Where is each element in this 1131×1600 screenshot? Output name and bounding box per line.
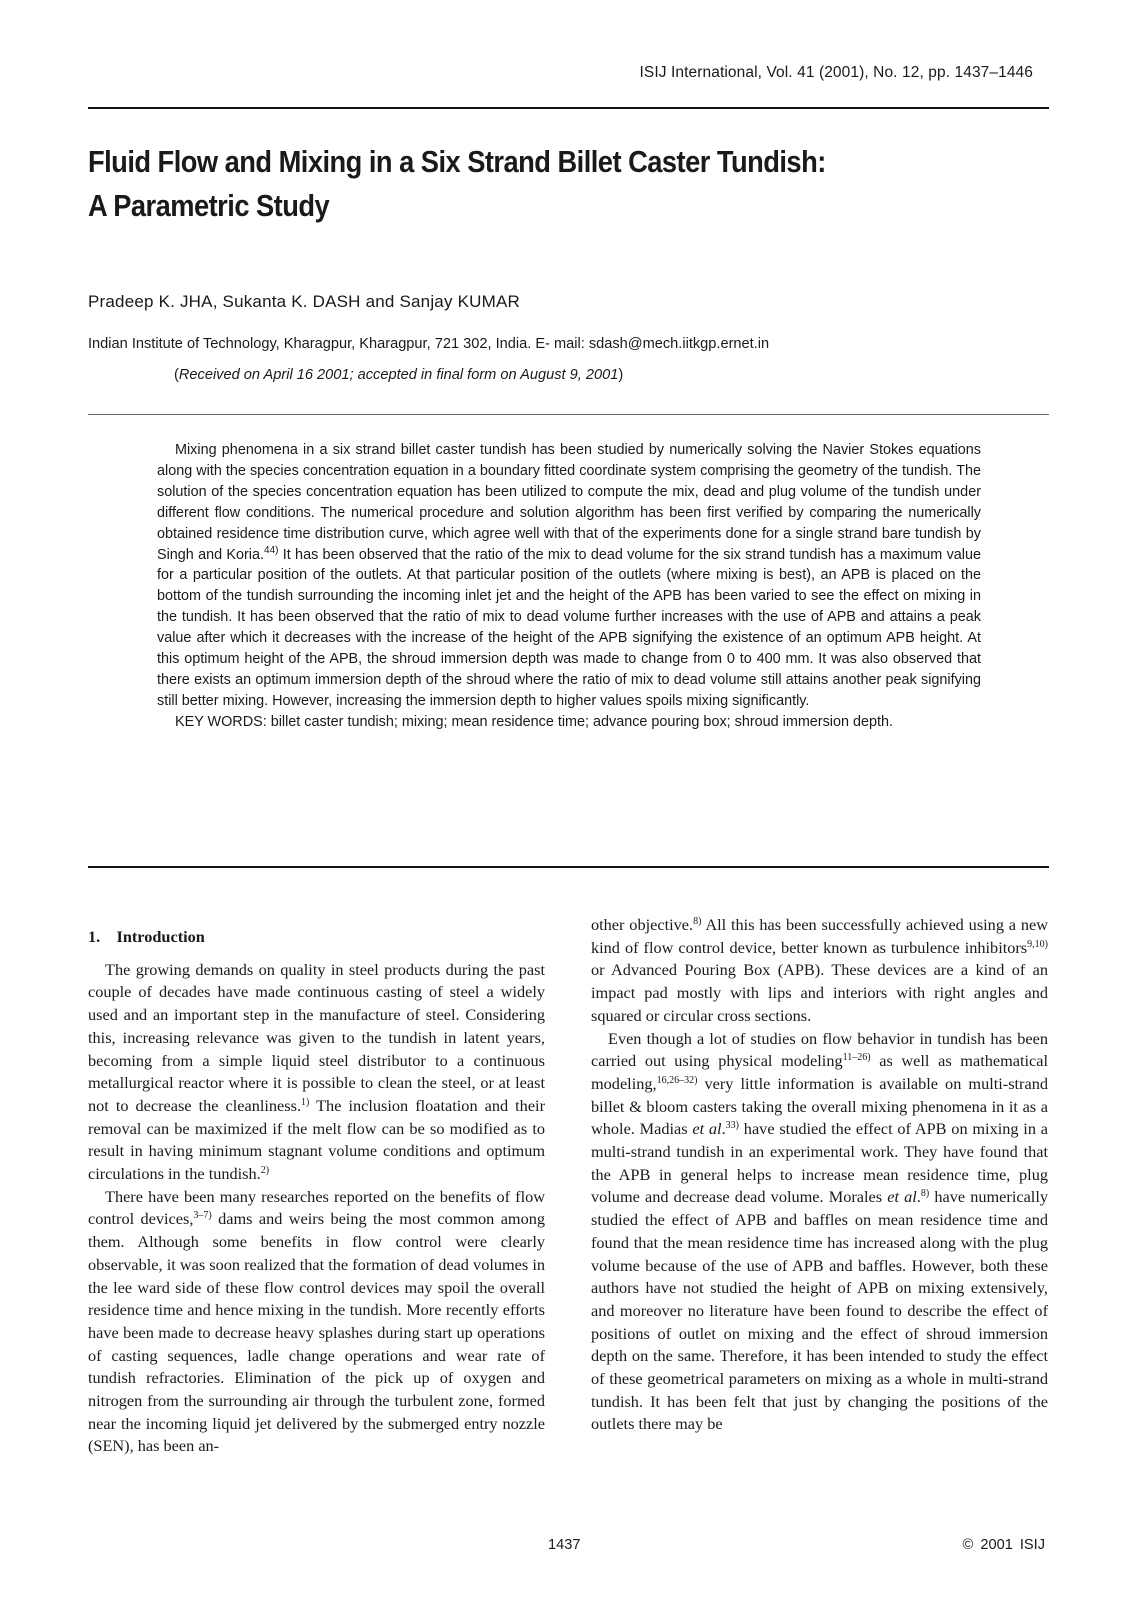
article-title: [88, 140, 1056, 228]
top-rule: [88, 107, 1049, 109]
et-al: et al: [692, 1119, 722, 1139]
section-heading: 1. Introduction: [88, 927, 205, 946]
paragraph-text: .: [721, 1119, 726, 1139]
paragraph-text: The growing demands on quality in steel products during the past couple of decades have made continuous casting of steel a widely used and an important step in the manufacture of steel. Considering this, increasing relevance was given to the tundish in latent years, becoming from a simple liquid steel distributor to a continuous metallurgical reactor where it is possible to clean the steel, or at least not to decrease the cleanliness.: [88, 959, 545, 1115]
title-line-2: A Parametric Study: [88, 188, 330, 223]
citation: 9,10): [1027, 938, 1048, 950]
citation: 2): [260, 1165, 270, 1177]
citation: 8): [920, 1188, 930, 1200]
body-paragraph: [88, 1186, 545, 1458]
et-al: et al: [887, 1187, 917, 1207]
received-dates: [174, 367, 623, 383]
citation: 8): [693, 916, 702, 927]
body-paragraph: [591, 1028, 1048, 1437]
received-text: Received on April 16 2001; accepted in final form on August 9, 2001: [178, 367, 619, 383]
abstract-text-part: Mixing phenomena in a six strand billet caster tundish has been studied by numerically solving the Navier Stokes equations along with the species concentration equation in a boundary fitted coordinate system comprising the geometry of the tundish. The solution of the species concentration equation has been utilized to compute the mix, dead and plug volume of the tundish under different flow conditions. The numerical procedure and solution algorithm has been first verified by comparing the numerically obtained residence time distribution curve, which agree well with that of the experiments done for a single strand bare tundish by Singh and Koria.: [157, 442, 981, 563]
paragraph-text: .: [916, 1187, 921, 1207]
paragraph-text: or Advanced Pouring Box (APB). These devices are a kind of an impact pad mostly with lips and interiors with right angles and squared or circular cross sections.: [591, 960, 1048, 1025]
citation: 33): [725, 1120, 740, 1132]
body-column-right: [591, 914, 1048, 1436]
page-number: 1437: [548, 1537, 581, 1553]
paragraph-text: very little information is available on multi-strand billet & bloom casters taking the overall mixing phenomena in it as a whole. Madias: [591, 1073, 1048, 1139]
abstract-text: [157, 440, 981, 712]
paragraph-text: Even though a lot of studies on flow behavior in tundish has been carried out using physical modeling: [591, 1028, 1048, 1071]
abstract: [157, 440, 981, 733]
authors: Pradeep K. JHA, Sukanta K. DASH and Sanjay KUMAR: [88, 292, 520, 311]
paragraph-text: have numerically studied the effect of APB and baffles on mean residence time and found that the mean residence time has increased along with the plug volume because of the use of APB and baffles. However, both these authors have not studied the height of APB on mixing extensively, and moreover no literature have been found to describe the effect of positions of outlet on mixing and the effect of shroud immersion depth on the same. Therefore, it has been intended to study the effect of these geometrical parameters on mixing as a whole in multi-strand tundish. It has been felt that just by changing the positions of the outlets there may be: [591, 1187, 1048, 1434]
received-open-paren: (: [174, 367, 179, 383]
abstract-bottom-rule: [88, 866, 1049, 868]
paragraph-text: dams and weirs being the most common among them. Although some benefits in flow control were clearly observable, it was soon realized that the formation of dead volumes in the lee ward side of these flow control devices may spoil the overall residence time and hence mixing in the tundish. More recently efforts have been made to decrease heavy splashes during start up operations of casting sequences, ladle change operations and wear rate of tundish refractories. Elimination of the pick up of oxygen and nitrogen from the surrounding air through the turbulent zone, formed near the incoming liquid jet delivered by the submerged entry nozzle (SEN), has been an-: [88, 1209, 546, 1456]
paragraph-text: as well as mathematical modeling,: [591, 1051, 1048, 1093]
citation: 16,26–32): [656, 1074, 698, 1086]
citation: 44): [264, 544, 279, 556]
body-paragraph: [591, 914, 1048, 1028]
body-paragraph: [88, 959, 545, 1186]
citation: 11–26): [842, 1052, 871, 1064]
abstract-top-rule: [88, 414, 1049, 415]
keywords: KEY WORDS: billet caster tundish; mixing; mean residence time; advance pouring box; shroud immersion depth.: [175, 713, 894, 730]
title-line-1: Fluid Flow and Mixing in a Six Strand Billet Caster Tundish:: [88, 144, 826, 179]
received-close-paren: ): [618, 367, 624, 383]
citation: 3–7): [193, 1210, 212, 1222]
journal-citation: ISIJ International, Vol. 41 (2001), No. 12, pp. 1437–1446: [639, 64, 1033, 81]
paragraph-text: The inclusion floatation and their removal can be maximized if the melt flow can be so modified as to result in having minimum stagnant volume conditions and optimum circulations in the tundish.: [88, 1095, 545, 1184]
paragraph-text: There have been many researches reported on the benefits of flow control devices,: [88, 1186, 545, 1229]
abstract-text-part: It has been observed that the ratio of the mix to dead volume for the six strand tundish has a maximum value for a particular position of the outlets. At that particular position of the outlets (where mixing is best), an APB is placed on the bottom of the tundish surrounding the incoming inlet jet and the height of the APB has been varied to see the effect on mixing in the tundish. It has been observed that the ratio of mix to dead volume further increases with the use of APB and attains a peak value after which it decreases with the increase of the height of the APB signifying the existence of an optimum APB height. At this optimum height of the APB, the shroud immersion depth was made to change from 0 to 400 mm. It was also observed that there exists an optimum immersion depth of the shroud where the ratio of mix to dead volume still attains another peak signifying still better mixing. However, increasing the immersion depth to higher values spoils mixing significantly.: [157, 546, 981, 709]
paragraph-text: All this has been successfully achieved using a new kind of flow control device, better known as turbulence inhibitors: [591, 915, 1049, 957]
affiliation: Indian Institute of Technology, Kharagpur, Kharagpur, 721 302, India. E- mail: sdash@mech.iitkgp.ernet.in: [88, 336, 770, 352]
copyright: © 2001 ISIJ: [962, 1537, 1045, 1553]
citation: 1): [301, 1096, 310, 1108]
paragraph-text: other objective.: [591, 915, 694, 934]
body-column-left: [88, 918, 545, 1458]
paragraph-text: have studied the effect of APB on mixing in a multi-strand tundish in an experimental work. They have found that the APB in general helps to increase mean residence time, plug volume and decrease dead volume. Morales: [591, 1119, 1048, 1207]
